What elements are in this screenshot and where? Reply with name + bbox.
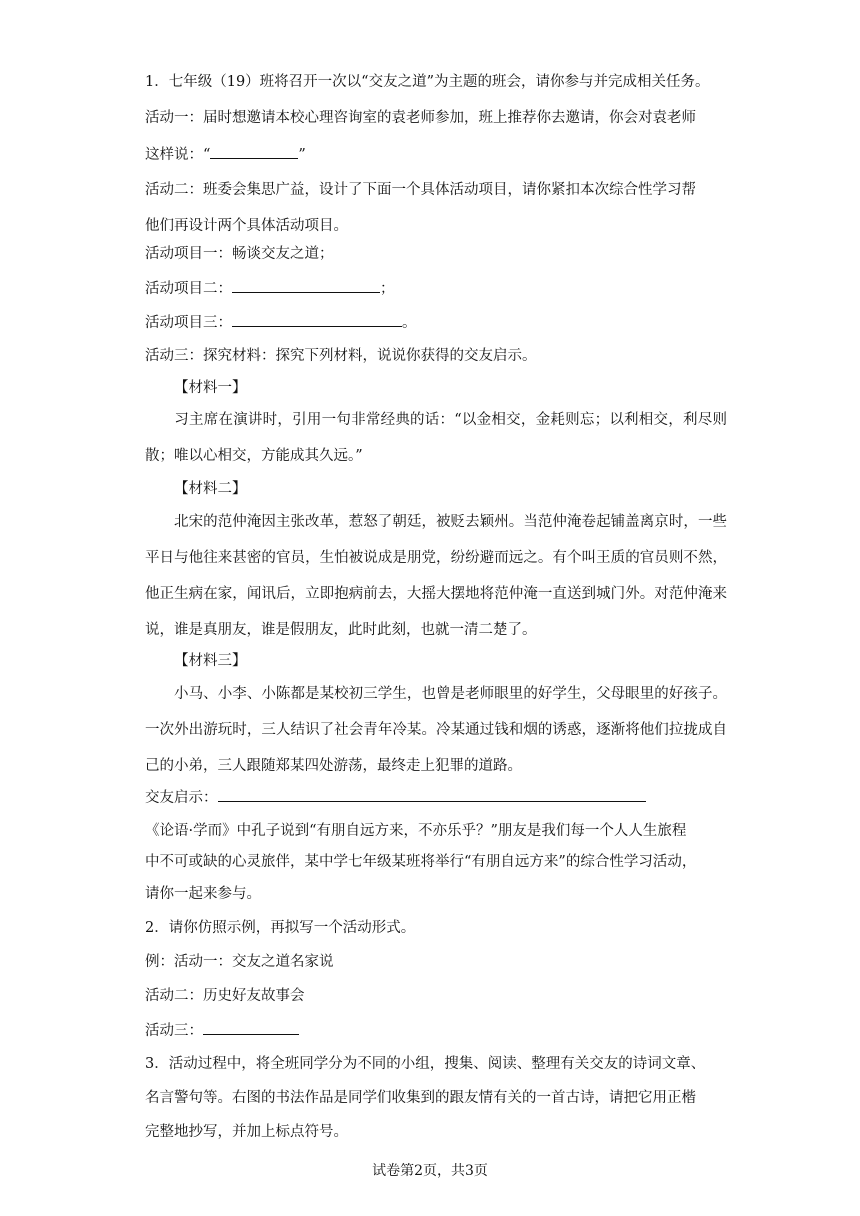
q1-item2-answer-blank[interactable] bbox=[232, 278, 380, 293]
q3-line1: 3．活动过程中，将全班同学分为不同的小组，搜集、阅读、整理有关交友的诗词文章、 bbox=[145, 1056, 706, 1072]
material3-body: 小马、小李、小陈都是某校初三学生，也曾是老师眼里的好学生，父母眼里的好孩子。一次外出游玩时，三人结识了社会青年冷某。冷某通过钱和烟的诱惑，逐渐将他们拉拢成自己的小弟，三人跟随郑某四处游荡，最终走上犯罪的道路。 bbox=[145, 686, 727, 774]
intro-line3: 请你一起来参与。 bbox=[145, 886, 261, 902]
page-footer: 试卷第2页，共3页 bbox=[372, 1163, 488, 1179]
material2-text bbox=[145, 504, 727, 648]
q1-stem: 1．七年级（19）班将召开一次以“交友之道”为主题的班会，请你参与并完成相关任务。 bbox=[145, 74, 710, 90]
q2-activity2: 活动二：历史好友故事会 bbox=[145, 988, 305, 1004]
q1-item1: 活动项目一：畅谈交友之道； bbox=[145, 246, 334, 262]
q1-item3-suffix: 。 bbox=[402, 315, 417, 331]
intro-line1: 《论语·学而》中孔子说到“有朋自远方来，不亦乐乎？”朋友是我们每一个人人生旅程 bbox=[145, 823, 687, 839]
q3-line2: 名言警句等。右图的书法作品是同学们收集到的跟友情有关的一首古诗，请把它用正楷 bbox=[145, 1090, 696, 1106]
q1-activity1-prefix: 这样说：“ bbox=[145, 147, 211, 163]
q1-activity2-line1: 活动二：班委会集思广益，设计了下面一个具体活动项目，请你紧扣本次综合性学习帮 bbox=[145, 182, 696, 198]
material2-body: 北宋的范仲淹因主张改革，惹怒了朝廷，被贬去颖州。当范仲淹卷起铺盖离京时，一些平日与他往来甚密的官员，生怕被说成是朋党，纷纷避而远之。有个叫王质的官员则不然，他正生病在家，闻讯后，立即抱病前去，大摇大摆地将范仲淹一直送到城门外。对范仲淹来说，谁是真朋友，谁是假朋友，此时此刻，也就一清二楚了。 bbox=[145, 514, 727, 638]
q2-activity3-answer-blank[interactable] bbox=[203, 1020, 299, 1035]
q1-item2-suffix: ； bbox=[380, 281, 395, 297]
q1-item3-label: 活动项目三： bbox=[145, 315, 232, 331]
material1-title: 【材料一】 bbox=[174, 380, 247, 396]
q2-activity3 bbox=[145, 1020, 735, 1041]
q3-line3: 完整地抄写，并加上标点符号。 bbox=[145, 1124, 348, 1140]
material2-title: 【材料二】 bbox=[174, 481, 247, 497]
q2-stem: 2．请你仿照示例，再拟写一个活动形式。 bbox=[145, 920, 416, 936]
material3-text bbox=[145, 676, 727, 784]
q1-activity1-suffix: ” bbox=[298, 147, 306, 163]
q1-activity3: 活动三：探究材料：探究下列材料，说说你获得的交友启示。 bbox=[145, 348, 537, 364]
intro-line2: 中不可或缺的心灵旅伴，某中学七年级某班将举行“有朋自远方来”的综合性学习活动， bbox=[145, 854, 697, 870]
q1-item3 bbox=[145, 312, 735, 333]
q1-item3-answer-blank[interactable] bbox=[232, 312, 402, 327]
q2-example: 例：活动一：交友之道名家说 bbox=[145, 954, 334, 970]
q1-activity1-line2 bbox=[145, 144, 735, 165]
material3-title: 【材料三】 bbox=[174, 653, 247, 669]
material1-text bbox=[145, 402, 727, 474]
q1-insight bbox=[145, 787, 735, 808]
q1-activity1-line1: 活动一：届时想邀请本校心理咨询室的袁老师参加，班上推荐你去邀请，你会对袁老师 bbox=[145, 110, 696, 126]
material1-body: 习主席在演讲时，引用一句非常经典的话：“以金相交，金耗则忘；以利相交，利尽则散；唯以心相交，方能成其久远。” bbox=[145, 412, 727, 464]
q1-item2 bbox=[145, 278, 735, 299]
q1-item2-label: 活动项目二： bbox=[145, 281, 232, 297]
q1-activity2-line2: 他们再设计两个具体活动项目。 bbox=[145, 218, 348, 234]
q1-insight-label: 交友启示： bbox=[145, 790, 218, 806]
q2-activity3-label: 活动三： bbox=[145, 1023, 203, 1039]
q1-activity1-answer-blank[interactable] bbox=[210, 144, 298, 159]
q1-insight-answer-blank[interactable] bbox=[218, 787, 646, 802]
